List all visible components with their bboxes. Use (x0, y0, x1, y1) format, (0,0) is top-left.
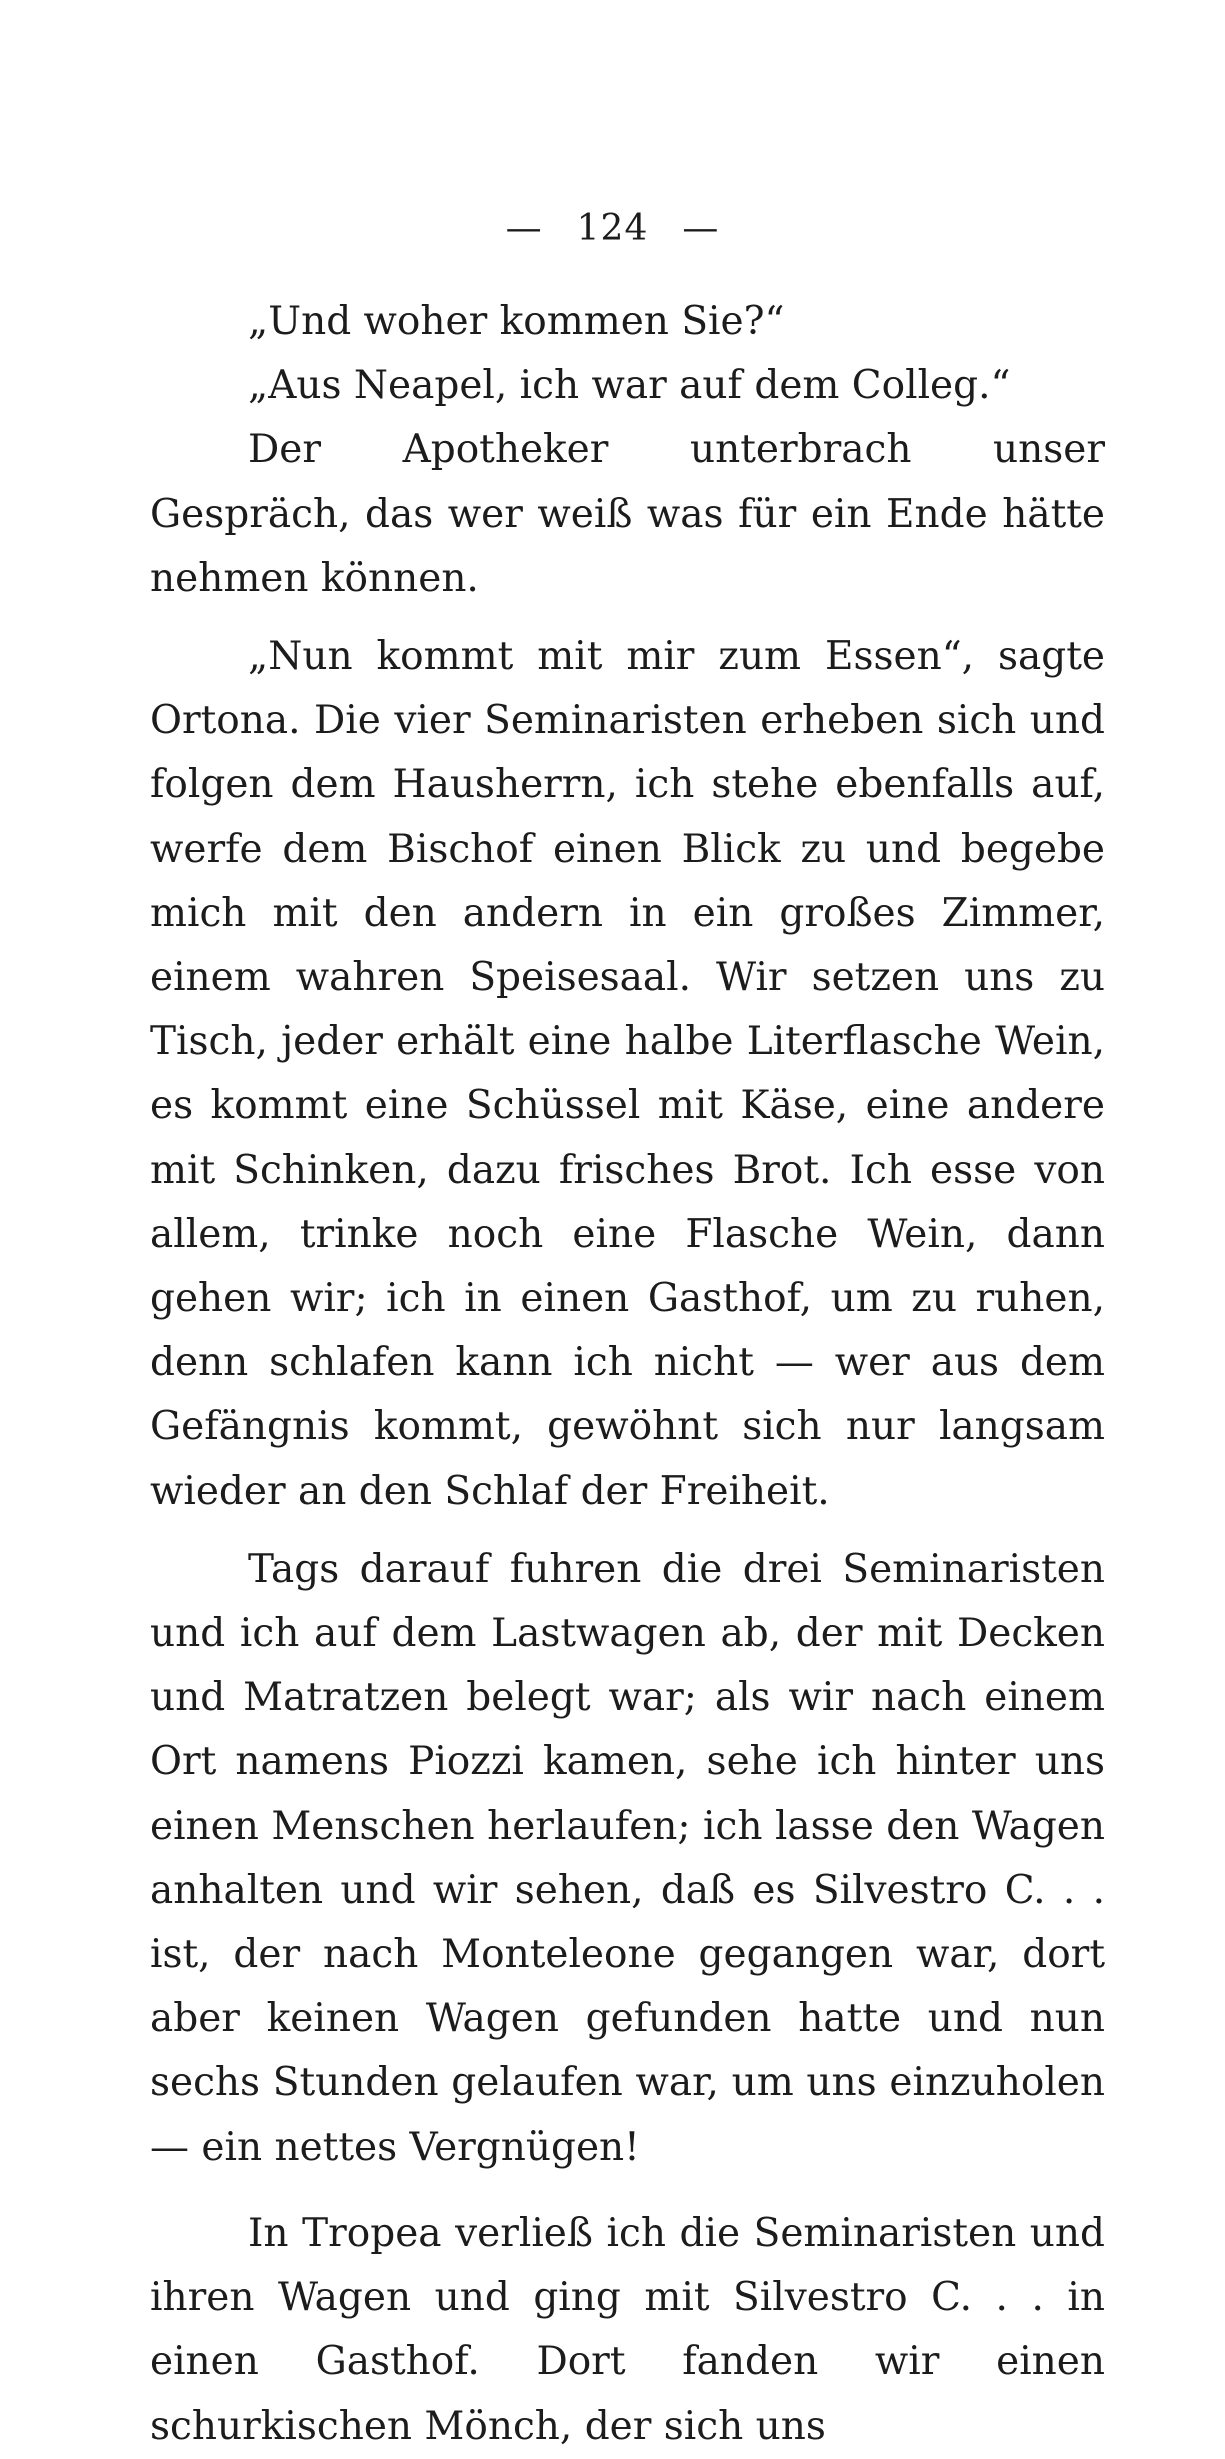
page-number-dash-left: — (505, 208, 543, 249)
page-number: 124 (576, 208, 649, 249)
paragraph-tropea: In Tropea verließ ich die Seminaristen und ihren Wagen und ging mit Silvestro C. . . in einen Gasthof. Dort fanden wir einen schurkischen Mönch, der sich uns (150, 2210, 1105, 2449)
paragraph-dialogue-question: „Und woher kommen Sie?“ (248, 299, 785, 344)
paragraph-journey: Tags darauf fuhren die drei Seminaristen und ich auf dem Lastwagen ab, der mit Decken und Matratzen belegt war; als wir nach einem Ort namens Piozzi kamen, sehe ich hinter uns einen Menschen herlaufen; ich lasse den Wagen anhalten und wir sehen, daß es Silvestro C. . . ist, der nach Monteleone gegangen war, dort aber keinen Wagen gefunden hatte und nun sechs Stunden gelaufen war, um uns einzuholen — ein nettes Vergnügen! (150, 1546, 1105, 2170)
body-text (150, 290, 1105, 2459)
paragraph-apothecary: Der Apotheker unterbrach unser Gespräch, das wer weiß was für ein Ende hätte nehmen können. (150, 427, 1105, 601)
paragraph-dinner: „Nun kommt mit mir zum Essen“, sagte Ortona. Die vier Seminaristen erheben sich und folgen dem Hausherrn, ich stehe ebenfalls auf, werfe dem Bischof einen Blick zu und begebe mich mit den andern in ein großes Zimmer, einem wahren Speisesaal. Wir setzen uns zu Tisch, jeder erhält eine halbe Literflasche Wein, es kommt eine Schüssel mit Käse, eine andere mit Schinken, dazu frisches Brot. Ich esse von allem, trinke noch eine Flasche Wein, dann gehen wir; ich in einen Gasthof, um zu ruhen, denn schlafen kann ich nicht — wer aus dem Gefängnis kommt, gewöhnt sich nur langsam wieder an den Schlaf der Freiheit. (150, 634, 1105, 1514)
page-number-header (0, 208, 1225, 249)
paragraph-dialogue-answer: „Aus Neapel, ich war auf dem Colleg.“ (248, 363, 1011, 409)
page-number-dash-right: — (682, 208, 720, 249)
